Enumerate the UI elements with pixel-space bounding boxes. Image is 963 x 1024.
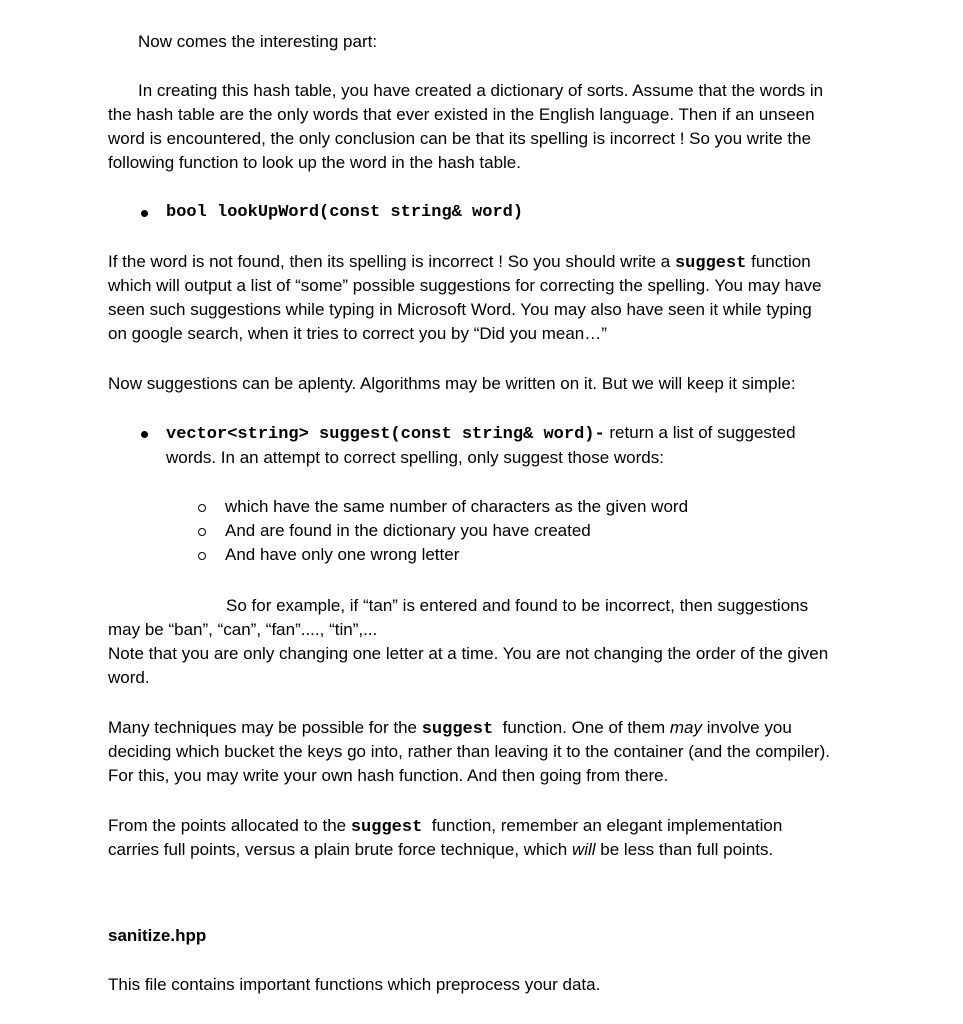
intro-heading: Now comes the interesting part:: [138, 32, 378, 51]
para5-line-1: [108, 814, 782, 840]
suggest-desc-1: return a list of suggested: [604, 423, 796, 442]
para4-line-1: [108, 716, 792, 742]
circle-bullet-icon: [198, 552, 206, 560]
intro-para-line-1: In creating this hash table, you have created a dictionary of sorts. Assume that the words in: [138, 81, 824, 100]
criteria-item-1: which have the same number of characters as the given word: [225, 497, 689, 516]
para4-line-2: deciding which bucket the keys go into, rather than leaving it to the container (and the compiler).: [108, 742, 830, 761]
suggest-desc-2: words. In an attempt to correct spelling, only suggest those words:: [166, 448, 664, 467]
intro-para-line-3: word is encountered, the only conclusion can be that its spelling is incorrect ! So you write the: [108, 129, 812, 148]
lookup-signature: bool lookUpWord(const string& word): [166, 203, 524, 222]
para3: Now suggestions can be aplenty. Algorithms may be written on it. But we will keep it simple:: [108, 374, 796, 393]
criteria-item-2: And are found in the dictionary you have created: [225, 521, 591, 540]
para4-line-1-mid: function. One of them: [493, 718, 670, 737]
para2-line-1-after: function: [746, 252, 811, 271]
bullet-icon: [141, 431, 148, 438]
para5-line-1-before: From the points allocated to the: [108, 816, 351, 835]
para5-line-2-after: be less than full points.: [595, 840, 774, 859]
example-line-3: Note that you are only changing one letter at a time. You are not changing the order of the given: [108, 644, 829, 663]
para4-suggest-code: suggest: [421, 720, 494, 739]
para4-italic-may: may: [669, 718, 702, 737]
para5-suggest-code: suggest: [350, 818, 423, 837]
criteria-item-3: And have only one wrong letter: [225, 545, 460, 564]
para5-italic-will: will: [571, 840, 596, 859]
para5-line-1-after: function, remember an elegant implementation: [422, 816, 783, 835]
example-line-1: So for example, if “tan” is entered and found to be incorrect, then suggestions: [226, 596, 809, 615]
para2-line-2: which will output a list of “some” possible suggestions for correcting the spelling. You may have: [108, 276, 822, 295]
para4-line-1-before: Many techniques may be possible for the: [108, 718, 422, 737]
para5-line-2-before: carries full points, versus a plain brute force technique, which: [108, 840, 572, 859]
para2-line-1-before: If the word is not found, then its spelling is incorrect ! So you should write a: [108, 252, 675, 271]
suggest-signature: vector<string> suggest(const string& word)-: [166, 425, 605, 444]
para5-line-2: [108, 838, 773, 862]
suggest-line-1: [166, 421, 796, 447]
intro-para-line-4: following function to look up the word in the hash table.: [108, 153, 521, 172]
intro-para-line-2: the hash table are the only words that ever existed in the English language. Then if an unseen: [108, 105, 815, 124]
para4-line-3: For this, you may write your own hash function. And then going from there.: [108, 766, 669, 785]
example-line-2: may be “ban”, “can”, “fan”...., “tin”,...: [108, 620, 378, 639]
para2-line-4: on google search, when it tries to correct you by “Did you mean…”: [108, 324, 607, 343]
para2-line-3: seen such suggestions while typing in Microsoft Word. You may also have seen it while typing: [108, 300, 812, 319]
para4-line-1-after: involve you: [702, 718, 792, 737]
para2-suggest-code: suggest: [674, 254, 747, 273]
example-line-4: word.: [108, 668, 150, 687]
para2-line-1: [108, 250, 811, 276]
sanitize-heading: sanitize.hpp: [108, 926, 207, 945]
bullet-icon: [141, 210, 148, 217]
circle-bullet-icon: [198, 504, 206, 512]
circle-bullet-icon: [198, 528, 206, 536]
sanitize-desc: This file contains important functions which preprocess your data.: [108, 975, 601, 994]
